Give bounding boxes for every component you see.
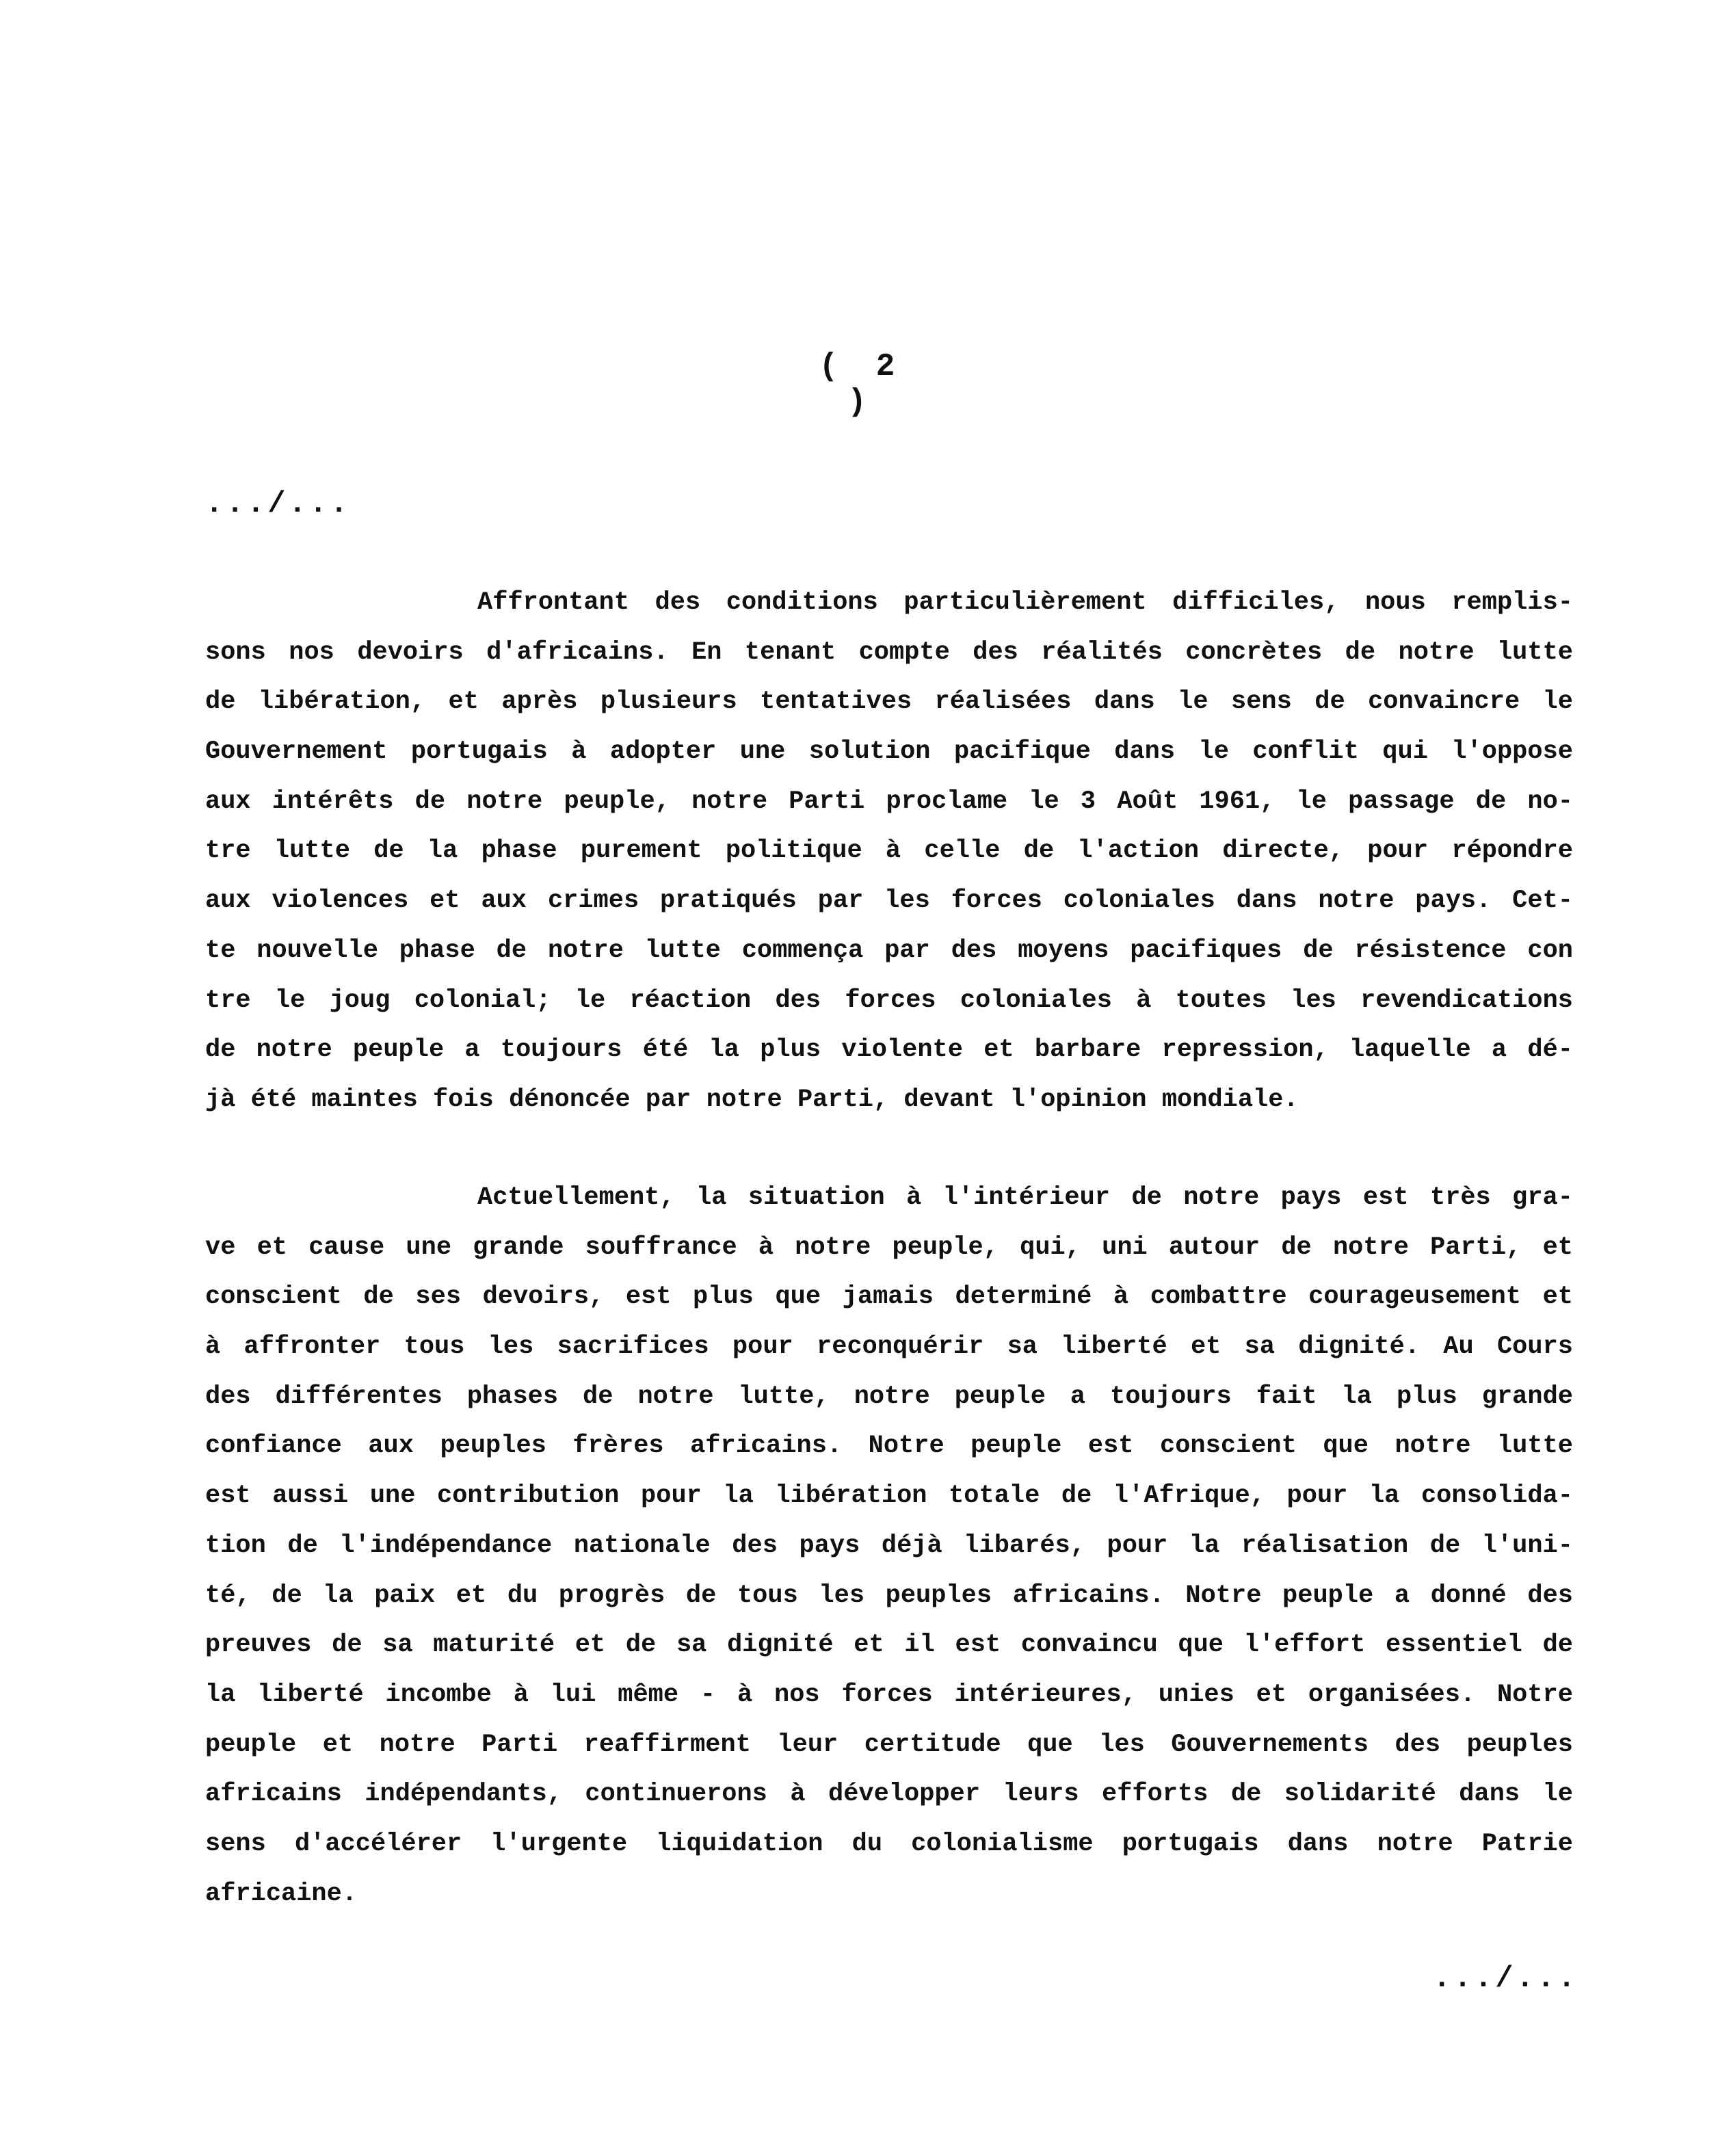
paragraph-line: des différentes phases de notre lutte, notre peuple a toujours fait la plus grande	[205, 1382, 1573, 1411]
paragraph-line: té, de la paix et du progrès de tous les peuples africains. Notre peuple a donné des	[205, 1581, 1573, 1610]
paragraph-line: confiance aux peuples frères africains. Notre peuple est conscient que notre lutte	[205, 1432, 1573, 1461]
paragraph-2	[205, 1173, 1573, 1919]
paragraph-line: africaine.	[205, 1879, 358, 1908]
paragraph-line: à affronter tous les sacrifices pour reconquérir sa liberté et sa dignité. Au Cours	[205, 1332, 1573, 1362]
paragraph-line: de notre peuple a toujours été la plus violente et barbare repression, laquelle a dé-	[205, 1036, 1573, 1065]
paragraph-line: ve et cause une grande souffrance à notre peuple, qui, uni autour de notre Parti, et	[205, 1233, 1573, 1262]
paragraph-line: jà été maintes fois dénoncée par notre Parti, devant l'opinion mondiale.	[205, 1085, 1299, 1114]
paragraph-line: tre le joug colonial; le réaction des forces coloniales à toutes les revendications	[205, 986, 1573, 1015]
paragraph-line: de libération, et après plusieurs tentatives réalisées dans le sens de convaincre le	[205, 687, 1573, 717]
paragraph-line: aux intérêts de notre peuple, notre Parti proclame le 3 Août 1961, le passage de no-	[205, 787, 1573, 816]
paragraph-line: preuves de sa maturité et de sa dignité et il est convaincu que l'effort essentiel de	[205, 1631, 1573, 1660]
page-number: ( 2 )	[819, 349, 905, 420]
paragraph-line: peuple et notre Parti reaffirment leur certitude que les Gouvernements des peuples	[205, 1730, 1573, 1759]
paragraph-line: tion de l'indépendance nationale des pays déjà libarés, pour la réalisation de l'uni-	[205, 1531, 1573, 1560]
paragraph-line: africains indépendants, continuerons à développer leurs efforts de solidarité dans le	[205, 1780, 1573, 1809]
paragraph-line: conscient de ses devoirs, est plus que jamais determiné à combattre courageusement et	[205, 1283, 1573, 1312]
paragraph-line: est aussi une contribution pour la libération totale de l'Afrique, pour la consolida-	[205, 1482, 1573, 1511]
paragraph-line: sens d'accélérer l'urgente liquidation du colonialisme portugais dans notre Patrie	[205, 1829, 1573, 1858]
paragraph-line: aux violences et aux crimes pratiqués par les forces coloniales dans notre pays. Cet-	[205, 886, 1573, 916]
continuation-marker-top: .../...	[205, 487, 351, 521]
paragraph-line: la liberté incombe à lui même - à nos forces intérieures, unies et organisées. Notre	[205, 1680, 1573, 1709]
paragraph-line: sons nos devoirs d'africains. En tenant compte des réalités concrètes de notre lutte	[205, 637, 1573, 667]
paragraph-line: Actuellement, la situation à l'intérieur de notre pays est très gra-	[477, 1183, 1573, 1212]
paragraph-1	[205, 578, 1573, 1125]
paragraph-line: Affrontant des conditions particulièrement difficiles, nous remplis-	[477, 588, 1573, 617]
paragraph-line: tre lutte de la phase purement politique à celle de l'action directe, pour répondre	[205, 837, 1573, 866]
paragraph-line: Gouvernement portugais à adopter une solution pacifique dans le conflit qui l'oppose	[205, 737, 1573, 767]
continuation-marker-bottom: .../...	[1433, 1962, 1578, 1996]
paragraph-line: te nouvelle phase de notre lutte commença par des moyens pacifiques de résistence con	[205, 936, 1573, 965]
